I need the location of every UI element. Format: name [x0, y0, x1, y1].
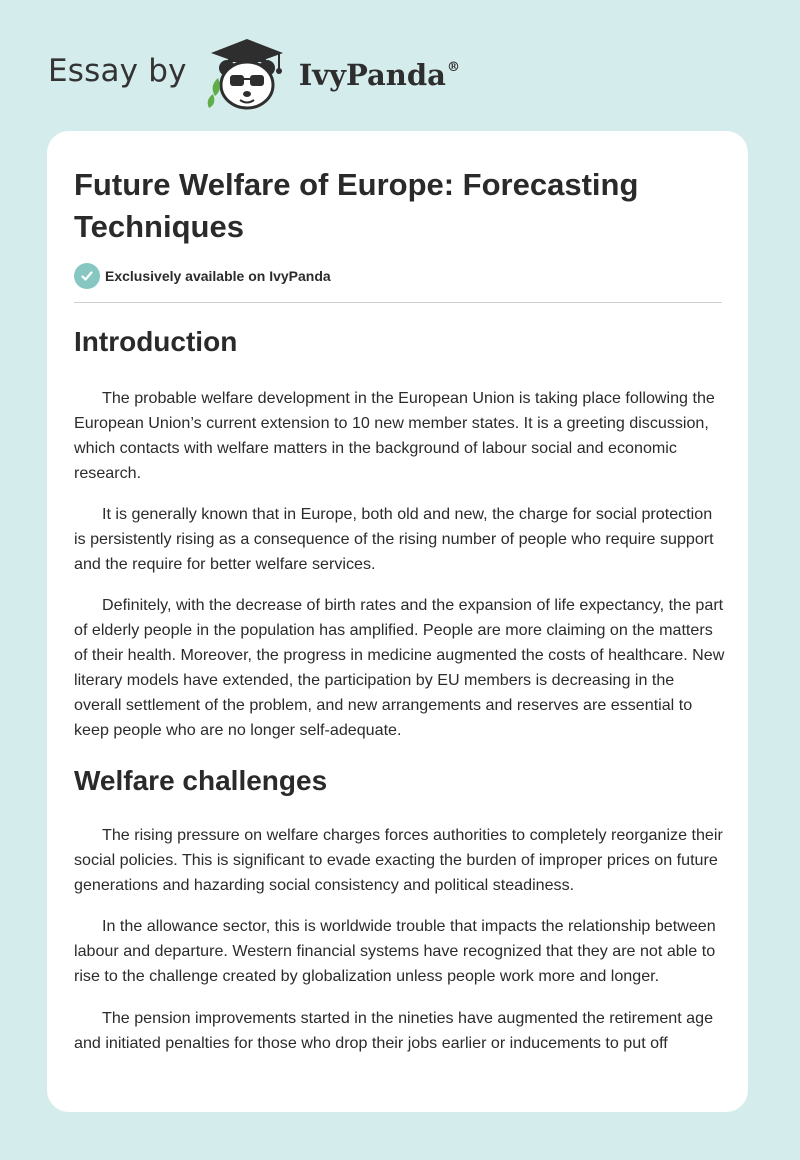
panda-graduate-logo-icon[interactable]: [201, 36, 293, 112]
essay-body: [74, 322, 726, 1056]
registered-mark: ®: [446, 60, 460, 75]
essay-card: [47, 131, 748, 1112]
brand-name[interactable]: IvyPanda®: [298, 58, 460, 92]
paragraph: In the allowance sector, this is worldwide trouble that impacts the relationship between labour and departure. Western financial systems have recognized that they are not able to rise to the challenge created by globalization unless people work more and longer.: [74, 917, 716, 985]
paragraph: The probable welfare development in the European Union is taking place following the European Union’s current extension to 10 new member states. It is a greeting discussion, which contacts with welfare matters in the background of labour social and economic research.: [74, 389, 715, 482]
paragraph: Definitely, with the decrease of birth rates and the expansion of life expectancy, the part of elderly people in the population has amplified. People are more claiming on the matters of their health. Moreover, the progress in medicine augmented the costs of healthcare. New literary models have extended, the participation by EU members is decreasing in the overall settlement of the problem, and new arrangements and reserves are essential to keep people who are no longer self-adequate.: [74, 596, 725, 739]
divider: [74, 302, 722, 303]
check-icon: [74, 263, 100, 289]
paragraph: The rising pressure on welfare charges forces authorities to completely reorganize their social policies. This is significant to evade exacting the burden of improper prices on future generations and hazarding social consistency and political steadiness.: [74, 826, 723, 894]
page-title: Future Welfare of Europe: Forecasting Techniques: [74, 167, 639, 244]
essay-by-label: Essay by: [48, 53, 187, 89]
exclusive-badge: [74, 263, 331, 289]
section-heading-introduction: Introduction: [74, 326, 238, 357]
section-heading-welfare-challenges: Welfare challenges: [74, 765, 328, 796]
exclusive-badge-text: Exclusively available on IvyPanda: [105, 268, 331, 284]
paragraph: The pension improvements started in the nineties have augmented the retirement age and initiated penalties for those who drop their jobs earlier or inducements to put off: [74, 1009, 714, 1052]
site-header: [48, 36, 508, 112]
paragraph: It is generally known that in Europe, both old and new, the charge for social protection is persistently rising as a consequence of the rising number of people who require support and the require for better welfare services.: [74, 505, 714, 573]
